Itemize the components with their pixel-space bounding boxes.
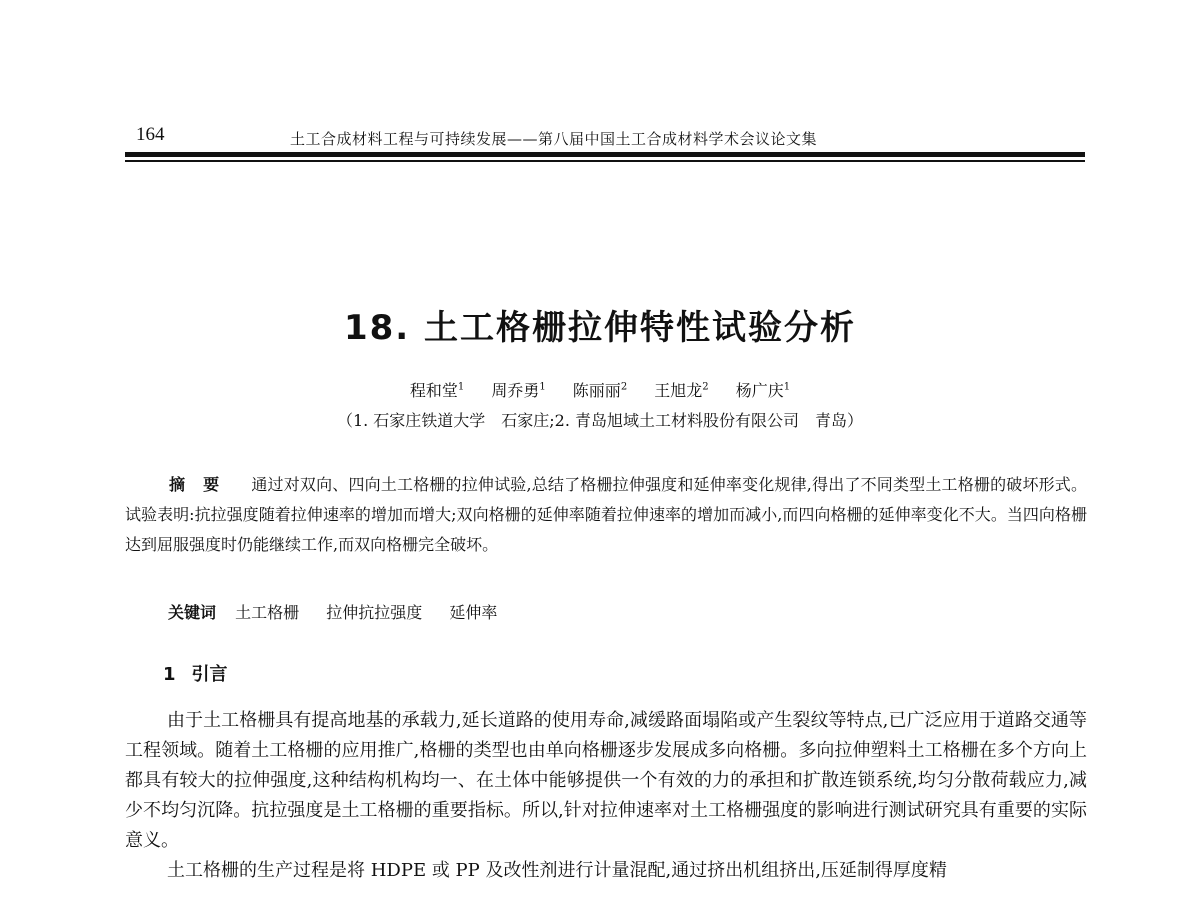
author: 周乔勇$^1$ [491,381,546,400]
author: 杨广庆$^1$ [735,381,791,400]
author-list [0,378,1200,401]
header-rule-thick [125,152,1085,157]
section-title: 引言 [191,664,228,685]
body-text [125,706,1087,886]
keyword: 延伸率 [449,603,498,622]
author: 程和堂$^1$ [409,381,465,400]
paper-title: 18. 土工格栅拉伸特性试验分析 [343,308,857,348]
affiliations: （1. 石家庄铁道大学 石家庄;2. 青岛旭域土工材料股份有限公司 青岛） [336,411,864,430]
running-header: 土工合成材料工程与可持续发展——第八届中国土工合成材料学术会议论文集 [290,130,818,148]
author: 王旭龙$^2$ [654,381,709,400]
abstract-label: 摘要 [169,475,238,494]
keyword: 拉伸抗拉强度 [326,603,423,622]
body-paragraph: 由于土工格栅具有提高地基的承载力,延长道路的使用寿命,减缓路面塌陷或产生裂纹等特点,已广泛应用于道路交通等工程领域。随着土工格栅的应用推广,格栅的类型也由单向格栅逐步发展成多向格栅。多向拉伸塑料土工格栅在多个方向上都具有较大的拉伸强度,这种结构机构均一、在土体中能够提供一个有效的力的承担和扩散连锁系统,均匀分散荷载应力,减少不均匀沉降。抗拉强度是土工格栅的重要指标。所以,针对拉伸速率对土工格栅强度的影响进行测试研究具有重要的实际意义。 [125,710,1087,851]
keywords-label: 关键词 [168,603,217,622]
page-number: 164 [136,124,165,145]
keywords [168,600,519,623]
abstract-text: 通过对双向、四向土工格栅的拉伸试验,总结了格栅拉伸强度和延伸率变化规律,得出了不同类型土工格栅的破坏形式。试验表明:抗拉强度随着拉伸速率的增加而增大;双向格栅的延伸率随着拉伸速率的增加而减小,而四向格栅的延伸率变化不大。当四向格栅达到屈服强度时仍能继续工作,而双向格栅完全破坏。 [125,475,1087,554]
author: 陈丽丽$^2$ [572,381,628,400]
section-number: 1 [163,664,176,685]
abstract [125,470,1087,560]
body-paragraph: 土工格栅的生产过程是将 HDPE 或 PP 及改性剂进行计量混配,通过挤出机组挤出,压延制得厚度精 [167,860,947,881]
section-heading [163,660,228,686]
keyword: 土工格栅 [235,603,300,622]
header-rule-thin [125,160,1085,162]
